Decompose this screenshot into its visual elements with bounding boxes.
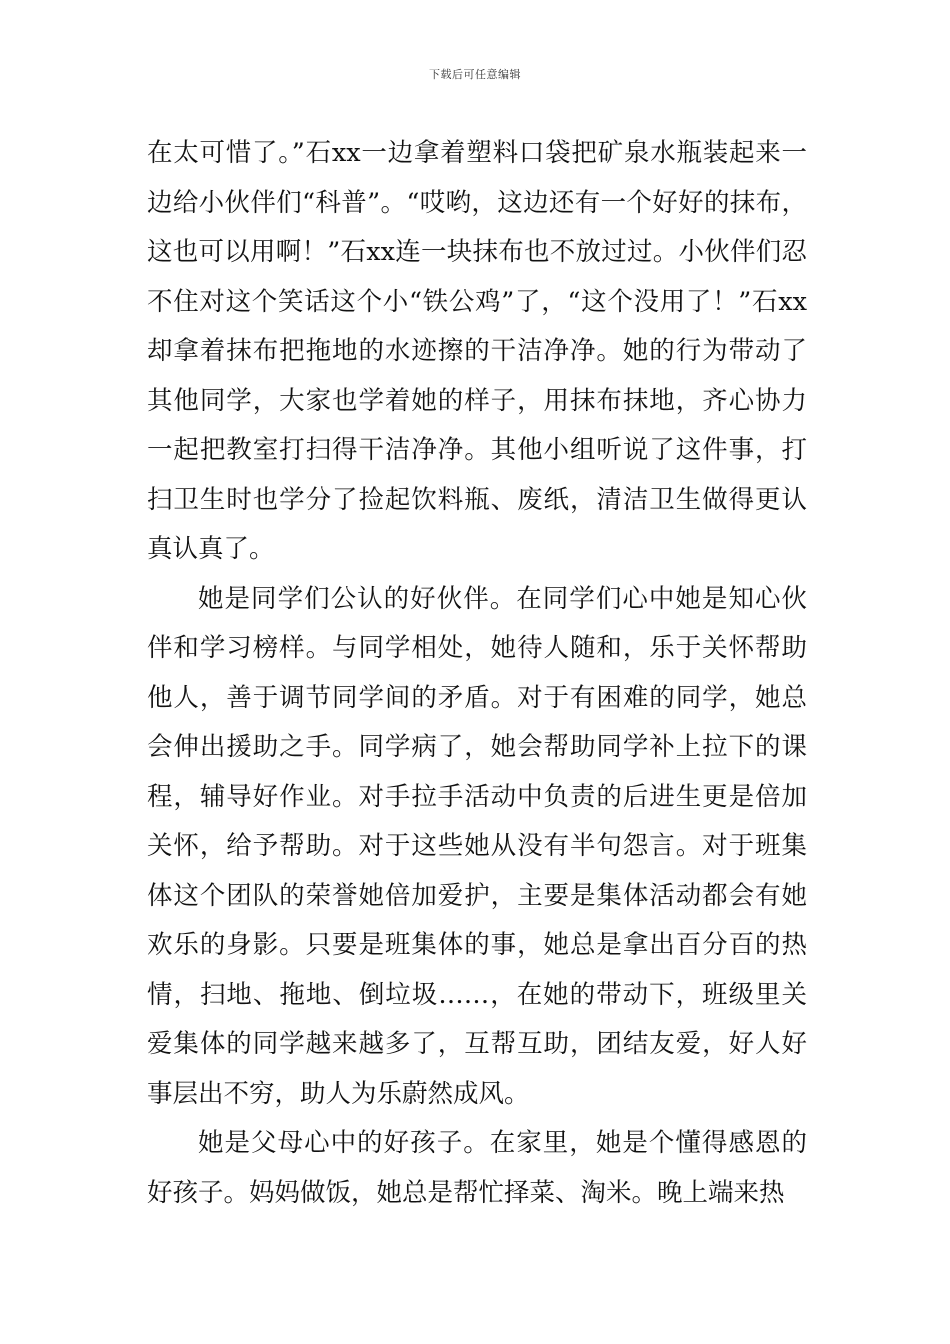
paragraph-good-child: 她是父母心中的好孩子。在家里，她是个懂得感恩的好孩子。妈妈做饭，她总是帮忙择菜、淘米。晚上端来热 bbox=[147, 1128, 807, 1208]
paragraph-good-partner: 她是同学们公认的好伙伴。在同学们心中她是知心伙伴和学习榜样。与同学相处，她待人随和，乐于关怀帮助他人，善于调节同学间的矛盾。对于有困难的同学，她总会伸出援助之手。同学病了，她会帮助同学补上拉下的课程，辅导好作业。对手拉手活动中负责的后进生更是倍加关怀，给予帮助。对于这些她从没有半句怨言。对于班集体这个团队的荣誉她倍加爱护，主要是集体活动都会有她欢乐的身影。只要是班集体的事，她总是拿出百分百的热情，扫地、拖地、倒垃圾……，在她的带动下，班级里关爱集体的同学越来越多了，互帮互助，团结友爱，好人好事层出不穷，助人为乐蔚然成风。 bbox=[147, 583, 807, 1109]
page-header: 下载后可任意编辑 bbox=[429, 68, 521, 81]
document-body bbox=[147, 129, 807, 1218]
paragraph-continuation: 在太可惜了。”石xx一边拿着塑料口袋把矿泉水瓶装起来一边给小伙伴们“科普”。“哎哟，这边还有一个好好的抹布，这也可以用啊！”石xx连一块抹布也不放过过。小伙伴们忍不住对这个笑话这个小“铁公鸡”了，“这个没用了！”石xx却拿着抹布把拖地的水迹擦的干洁净净。她的行为带动了其他同学，大家也学着她的样子，用抹布抹地，齐心协力一起把教室打扫得干洁净净。其他小组听说了这件事，打扫卫生时也学分了捡起饮料瓶、废纸，清洁卫生做得更认真认真了。 bbox=[147, 138, 807, 564]
